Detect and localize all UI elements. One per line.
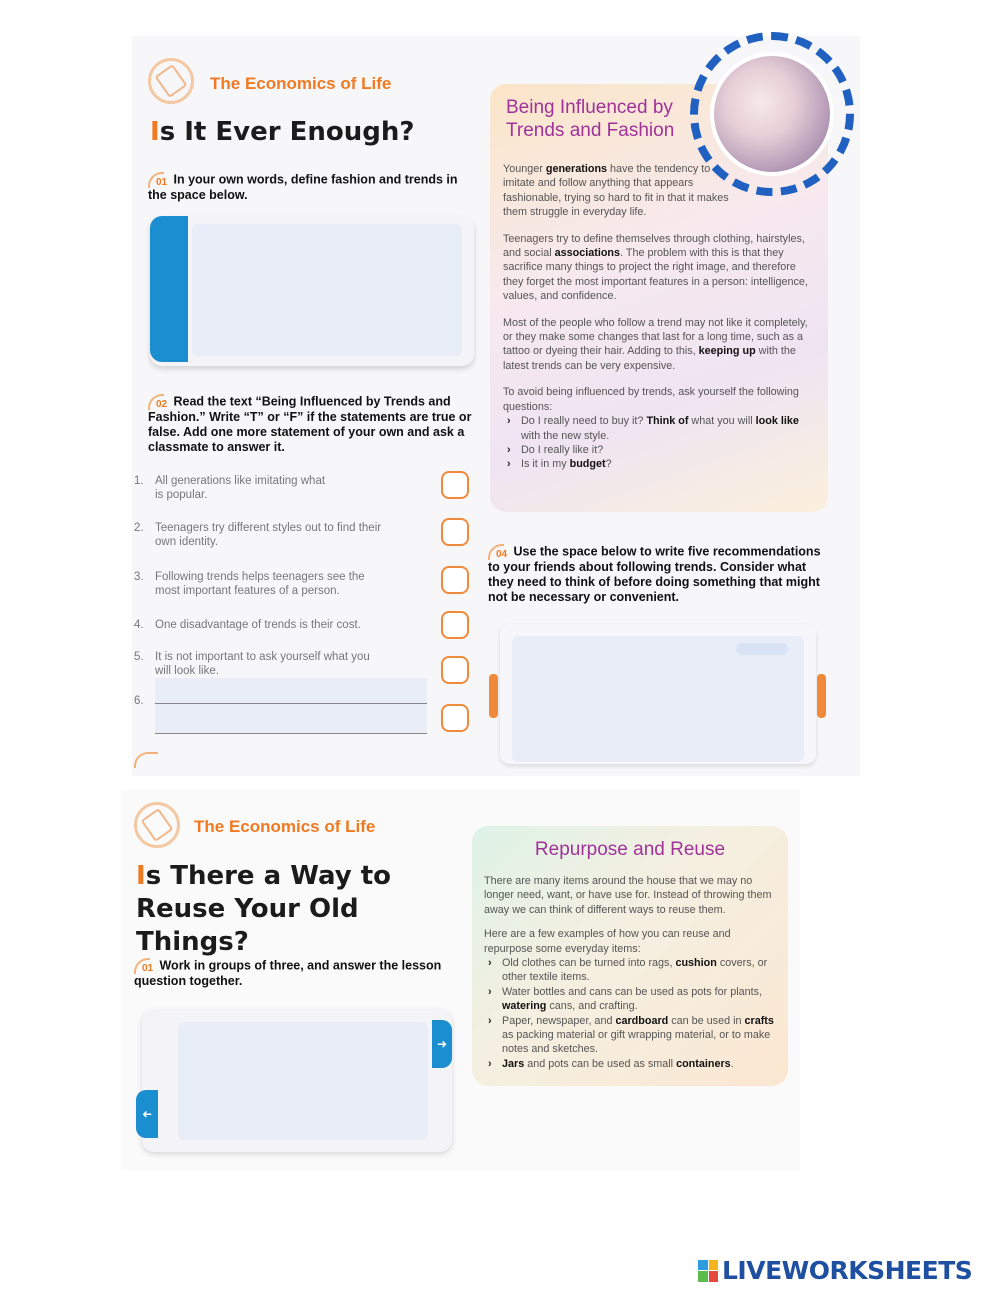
page-title: Is There a Way to Reuse Your Old Things? [136,861,391,957]
true-false-input[interactable] [441,518,469,546]
series-label: The Economics of Life [210,74,392,93]
reading-title: Being Influenced by Trends and Fashion [506,97,675,141]
bullet-item: › Do I really need to buy it? Think of what you will look like with the new style. [503,414,811,443]
question-number-icon: 01 [134,958,156,974]
bullet-item: › Old clothes can be turned into rags, cushion covers, or other textile items. [484,956,780,985]
question-number-icon: 04 [488,544,510,560]
statement-text: All generations like imitating what is popular. [155,475,326,501]
lesson-question-answer-field[interactable] [178,1022,428,1140]
bullet-item: › Paper, newspaper, and cardboard can be used in crafts as packing material or gift wrapping material, or to make notes and sketches. [484,1014,780,1057]
arrow-left-icon[interactable]: ➜ [136,1090,158,1138]
true-false-input[interactable] [441,611,469,639]
statement-number: 6. [134,695,144,707]
statement-text: Following trends helps teenagers see the most important features of a person. [155,571,365,597]
true-false-input[interactable] [441,566,469,594]
question-number-icon: 02 [148,394,170,410]
bullet-item: › Water bottles and cans can be used as pots for plants, watering cans, and crafting. [484,985,780,1014]
own-statement-field[interactable] [155,678,427,734]
statement-number: 4. [134,619,144,631]
statement-number: 2. [134,522,144,534]
statement-number: 5. [134,651,144,663]
question-1-instruction: 01 Work in groups of three, and answer the lesson question together. [134,958,442,988]
reading-text: Younger generations have the tendency to imitate and follow anything that appears fashionable, trying so hard to fit in that it makes them struggle in everyday life. Teenagers try to define themselves through clothing, hairstyles, and social associations. The problem with this is that they sacrifice many things to project the right image, and therefore they forget the most important features in a person: intelligence, values, and confidence. Most of the people who follow a trend may not like it completely, or they make some changes that last for a long time, such as a tattoo or dyeing their hair. Adding to this, keeping up with the latest trends can be very expensive. To avoid being influenced by trends, ask yourself the following questions: › Do I really need to buy it? Think of what you will look like with the new style. › Do I really like it? › Is it in my budget? [503,162,811,472]
writing-line [155,733,427,734]
bullet-item: › Do I really like it? [503,443,811,457]
reading-text: There are many items around the house that we may no longer need, want, or have use for. Instead of throwing them away we can think of different ways to reuse them. Here are a few examples of how you can reuse and repurpose some everyday items: › Old clothes can be turned into rags, cushion covers, or other textile items. › Water bottles and cans can be used as pots for plants, watering cans, and crafting. › Paper, newspaper, and cardboard can be used in crafts as packing material or gift wrapping material, or to make notes and sketches. › Jars and pots can be used as small containers. [484,874,780,1071]
arrow-right-icon[interactable]: ➜ [432,1020,452,1068]
writing-line [155,703,427,704]
liveworksheets-icon [698,1260,718,1282]
price-tag-icon [134,802,180,848]
page-title: Is It Ever Enough? [150,117,415,147]
definition-answer-field[interactable] [192,224,462,356]
series-label: The Economics of Life [194,817,376,836]
bullet-item: › Is it in my budget? [503,457,811,471]
tablet-status-pill [736,643,788,655]
question-2-instruction: 02 Read the text “Being Influenced by Trends and Fashion.” Write “T” or “F” if the statements are true or false. Add one more statement of your own and ask a classmate to answer it. [148,394,472,454]
orange-side-tab [817,674,826,718]
shopping-photo [710,52,834,176]
question-1-instruction: 01 In your own words, define fashion and trends in the space below. [148,172,458,202]
question-number-icon: 01 [148,172,170,188]
question-4-instruction: 04 Use the space below to write five recommendations to your friends about following trends. Consider what they need to think of before doing something that might not be necessary or convenient. [488,544,821,604]
statement-number: 1. [134,475,144,487]
price-tag-icon [148,58,194,104]
statement-text: It is not important to ask yourself what you will look like. [155,651,370,677]
statement-text: One disadvantage of trends is their cost. [155,619,361,631]
statement-text: Teenagers try different styles out to find their own identity. [155,522,382,548]
true-false-input[interactable] [441,656,469,684]
orange-side-tab [489,674,498,718]
true-false-input[interactable] [441,704,469,732]
liveworksheets-logo[interactable]: LIVEWORKSHEETS [698,1256,972,1285]
blue-side-tab [150,216,188,362]
reading-title: Repurpose and Reuse [534,839,726,860]
bullet-item: › Jars and pots can be used as small containers. [484,1057,780,1071]
statement-number: 3. [134,571,144,583]
true-false-input[interactable] [441,471,469,499]
